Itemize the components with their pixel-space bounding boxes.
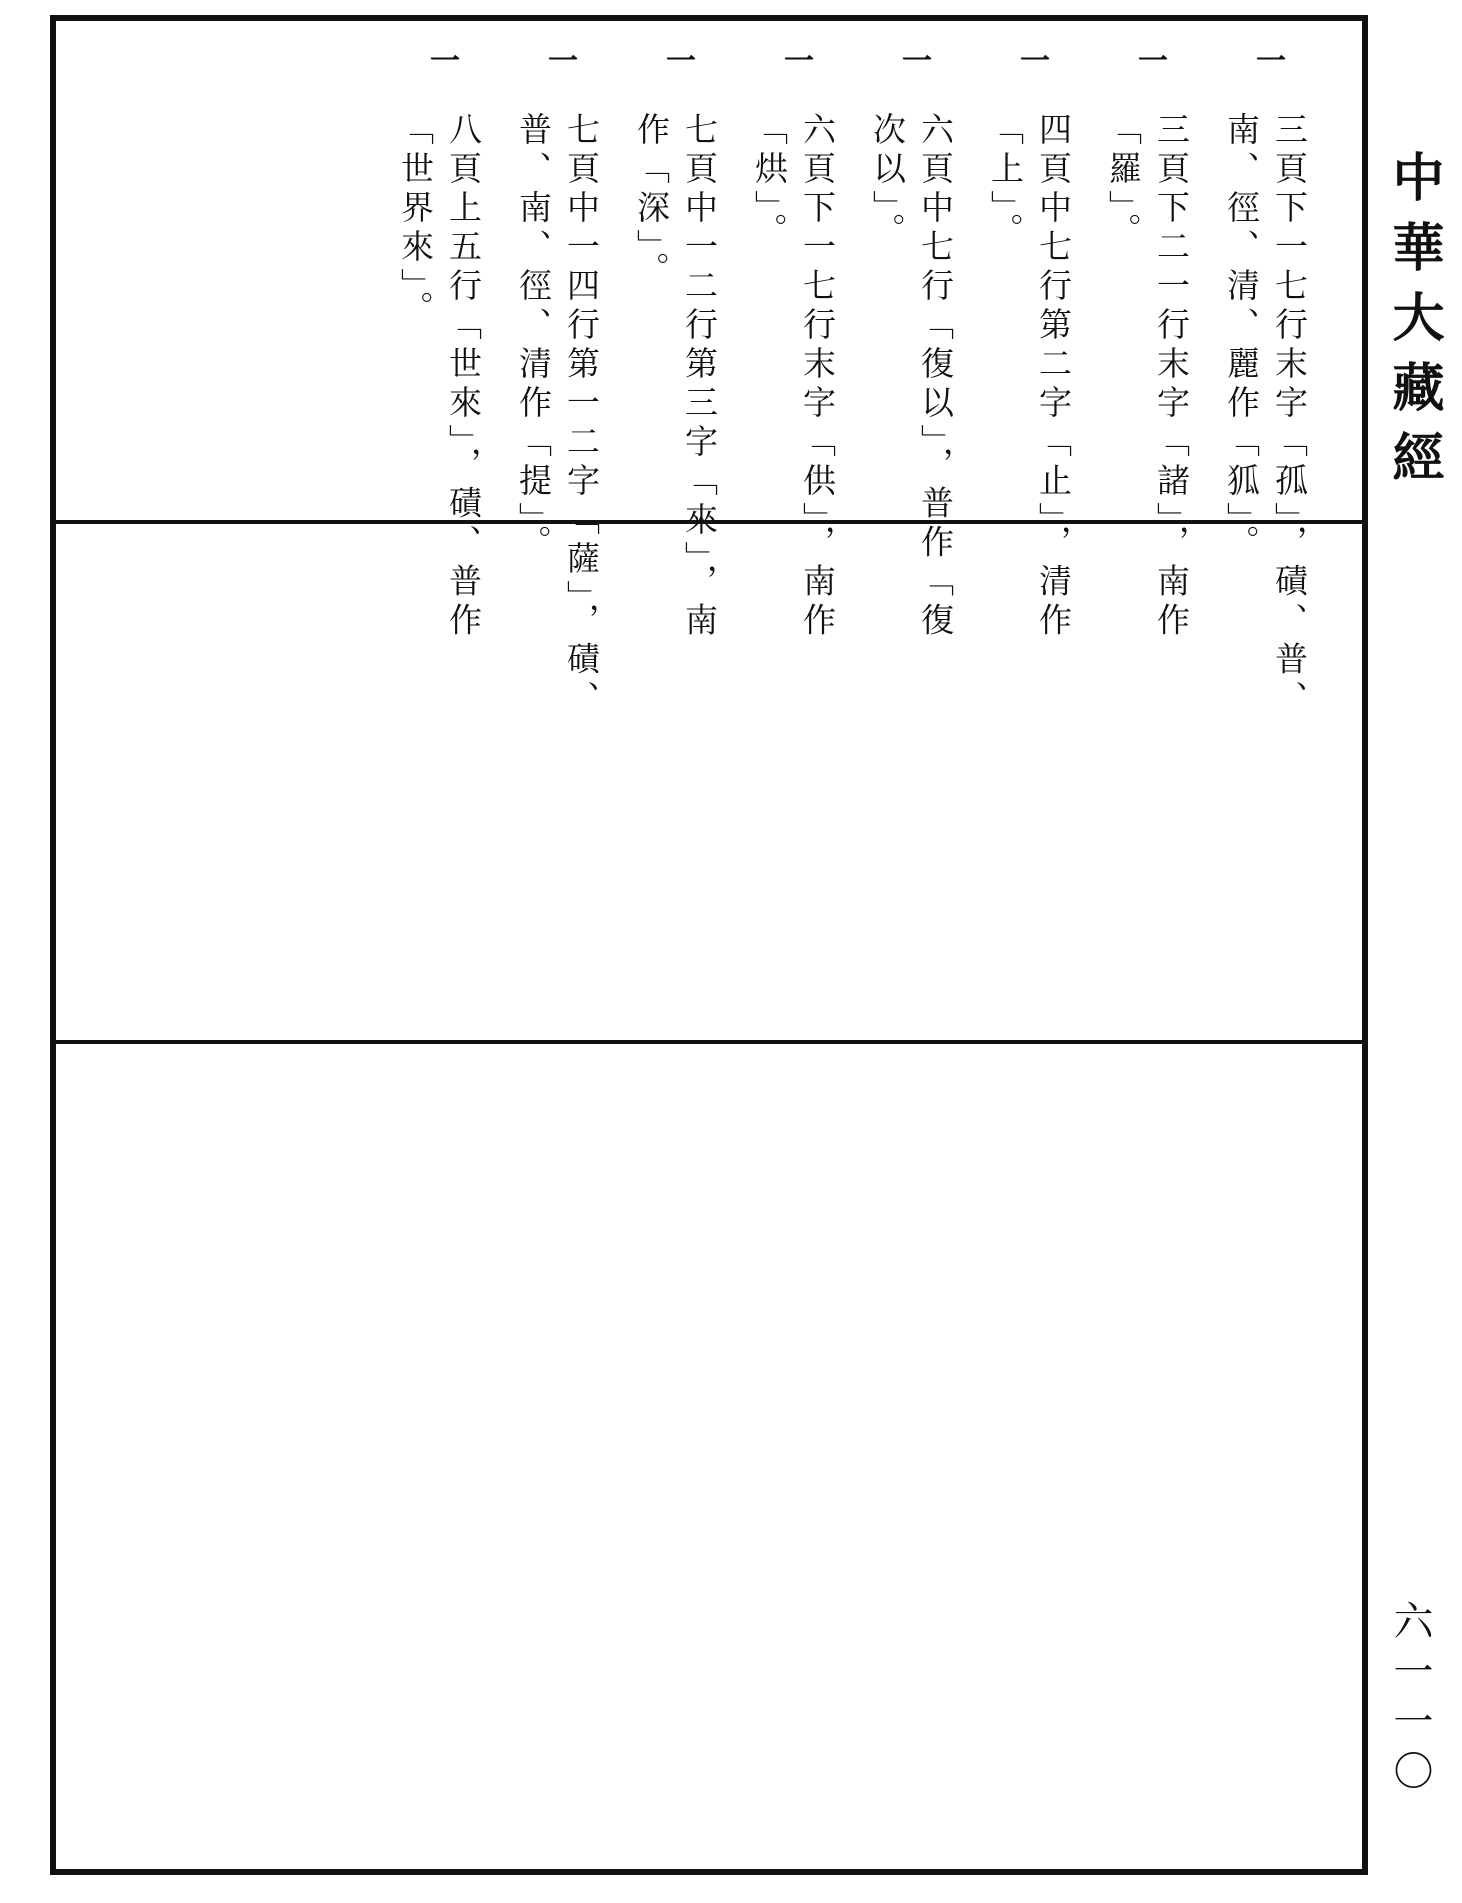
note-entry: [1212, 42, 1330, 720]
note-entry: [386, 42, 504, 642]
note-entry: [1094, 42, 1212, 642]
section-divider-lower: [50, 1040, 1368, 1044]
sutra-collection-title: 中華大藏經: [1383, 150, 1444, 500]
note-entry: [622, 42, 740, 642]
entry-dash: 一: [666, 44, 696, 79]
entry-line: 三頁下一七行末字「孤」，磧、普、: [1270, 112, 1309, 720]
entry-line-continued: 次以」。: [868, 112, 907, 252]
entry-line-continued: 南、徑、清、麗作「狐」。: [1222, 112, 1261, 564]
entry-line: 三頁下二一行末字「諸」，南作: [1152, 112, 1191, 642]
entry-dash: 一: [902, 44, 932, 79]
entry-dash: 一: [548, 44, 578, 79]
note-entry: [858, 42, 976, 642]
collation-notes: [330, 42, 1330, 720]
entry-dash: 一: [430, 44, 460, 79]
entry-line: 八頁上五行「世來」，磧、普作: [444, 112, 483, 642]
entry-line-continued: 普、南、徑、清作「提」。: [514, 112, 553, 564]
entry-line-continued: 「羅」。: [1104, 112, 1143, 252]
entry-dash: 一: [1138, 44, 1168, 79]
entry-line: 六頁中七行「復以」，普作「復: [916, 112, 955, 642]
entry-line-continued: 「世界來」。: [396, 112, 435, 330]
entry-line-continued: 「烘」。: [750, 112, 789, 252]
entry-line: 七頁中一四行第一二字「薩」，磧、: [562, 112, 601, 720]
entry-line: 七頁中一二行第三字「來」，南: [680, 112, 719, 642]
note-entry: [740, 42, 858, 642]
note-entry: [976, 42, 1094, 642]
note-entry: [504, 42, 622, 720]
entry-line: 四頁中七行第二字「止」，清作: [1034, 112, 1073, 642]
entry-dash: 一: [1256, 44, 1286, 79]
entry-line-continued: 作「深」。: [632, 112, 671, 291]
entry-dash: 一: [1020, 44, 1050, 79]
page-number: 六一一〇: [1387, 1600, 1433, 1800]
entry-dash: 一: [784, 44, 814, 79]
entry-line: 六頁下一七行末字「供」，南作: [798, 112, 837, 642]
entry-line-continued: 「上」。: [986, 112, 1025, 252]
